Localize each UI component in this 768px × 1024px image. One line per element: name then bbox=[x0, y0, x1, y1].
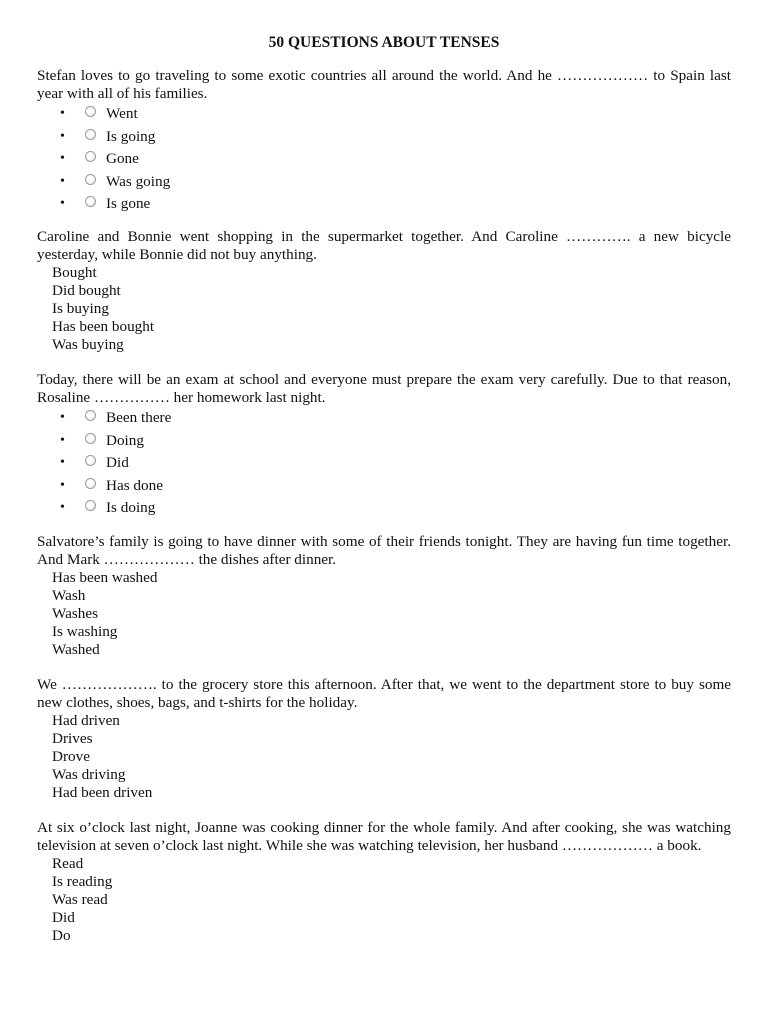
bullet-icon: • bbox=[60, 106, 65, 121]
answer-option: Had been driven bbox=[52, 784, 153, 801]
answer-option: Read bbox=[52, 855, 84, 872]
answer-option: Bought bbox=[52, 264, 97, 281]
answer-option: Had driven bbox=[52, 712, 120, 729]
answer-option: Was driving bbox=[52, 766, 126, 783]
radio-button-icon[interactable] bbox=[85, 129, 96, 140]
answer-options bbox=[37, 264, 731, 354]
answer-option: Wash bbox=[52, 587, 86, 604]
answer-options bbox=[37, 103, 731, 216]
answer-option: Drove bbox=[52, 748, 90, 765]
radio-button-icon[interactable] bbox=[85, 151, 96, 162]
answer-option[interactable]: • Doing bbox=[37, 430, 731, 453]
bullet-icon: • bbox=[60, 173, 65, 189]
question-text: Caroline and Bonnie went shopping in the supermarket together. And Caroline …………. a new bicycle yesterday, while Bonnie did not buy anything. bbox=[37, 228, 731, 263]
bullet-icon: • bbox=[60, 455, 65, 470]
answer-option[interactable]: • Went bbox=[37, 103, 731, 126]
answer-options bbox=[37, 569, 731, 659]
radio-button-icon[interactable] bbox=[85, 500, 96, 511]
answer-option[interactable]: • Gone bbox=[37, 148, 731, 171]
answer-options bbox=[37, 407, 731, 520]
answer-option[interactable]: • Is gone bbox=[37, 193, 731, 216]
bullet-icon: • bbox=[60, 151, 65, 166]
question-5 bbox=[37, 676, 731, 802]
bullet-icon: • bbox=[60, 128, 65, 144]
question-6 bbox=[37, 819, 731, 945]
answer-option: Did bought bbox=[52, 282, 121, 299]
answer-option: Was read bbox=[52, 891, 108, 908]
page-title: 50 QUESTIONS ABOUT TENSES bbox=[268, 34, 500, 51]
bullet-icon: • bbox=[60, 196, 65, 211]
answer-option: Washes bbox=[52, 605, 99, 622]
question-4 bbox=[37, 533, 731, 659]
answer-option[interactable]: • Was going bbox=[37, 171, 731, 194]
radio-button-icon[interactable] bbox=[85, 106, 96, 117]
radio-button-icon[interactable] bbox=[85, 410, 96, 421]
bullet-icon: • bbox=[60, 432, 65, 448]
answer-option: Was buying bbox=[52, 336, 124, 353]
answer-option[interactable]: • Did bbox=[37, 452, 731, 475]
radio-button-icon[interactable] bbox=[85, 174, 96, 185]
radio-button-icon[interactable] bbox=[85, 455, 96, 466]
radio-button-icon[interactable] bbox=[85, 478, 96, 489]
answer-option: Do bbox=[52, 927, 71, 944]
radio-button-icon[interactable] bbox=[85, 196, 96, 207]
answer-option: Is buying bbox=[52, 300, 109, 317]
bullet-icon: • bbox=[60, 410, 65, 425]
answer-options bbox=[37, 855, 731, 945]
radio-button-icon[interactable] bbox=[85, 433, 96, 444]
question-text: Stefan loves to go traveling to some exotic countries all around the world. And he ……………… to Spain last year with all of his families. bbox=[37, 67, 731, 102]
question-2 bbox=[37, 228, 731, 354]
answer-option[interactable]: • Has done bbox=[37, 475, 731, 498]
answer-option: Has been washed bbox=[52, 569, 158, 586]
answer-option[interactable]: • Is doing bbox=[37, 497, 731, 520]
question-3 bbox=[37, 371, 731, 520]
answer-option[interactable]: • Is going bbox=[37, 126, 731, 149]
answer-option: Is washing bbox=[52, 623, 118, 640]
bullet-icon: • bbox=[60, 500, 65, 515]
answer-option: Has been bought bbox=[52, 318, 155, 335]
question-text: Today, there will be an exam at school and everyone must prepare the exam very carefully. Due to that reason, Rosaline …………… her homework last night. bbox=[37, 371, 731, 406]
answer-option[interactable]: • Been there bbox=[37, 407, 731, 430]
answer-option: Is reading bbox=[52, 873, 113, 890]
question-text: Salvatore’s family is going to have dinner with some of their friends tonight. They are having fun time together. And Mark ……………… the dishes after dinner. bbox=[37, 533, 731, 568]
answer-options bbox=[37, 712, 731, 802]
question-text: At six o’clock last night, Joanne was cooking dinner for the whole family. And after cooking, she was watching television at seven o’clock last night. While she was watching television, her husband ……………… a book. bbox=[37, 819, 731, 854]
bullet-icon: • bbox=[60, 477, 65, 493]
question-1 bbox=[37, 67, 731, 216]
question-text: We ………………. to the grocery store this afternoon. After that, we went to the department store to buy some new clothes, shoes, bags, and t-shirts for the holiday. bbox=[37, 676, 731, 711]
answer-option: Did bbox=[52, 909, 75, 926]
answer-option: Drives bbox=[52, 730, 93, 747]
answer-option: Washed bbox=[52, 641, 100, 658]
